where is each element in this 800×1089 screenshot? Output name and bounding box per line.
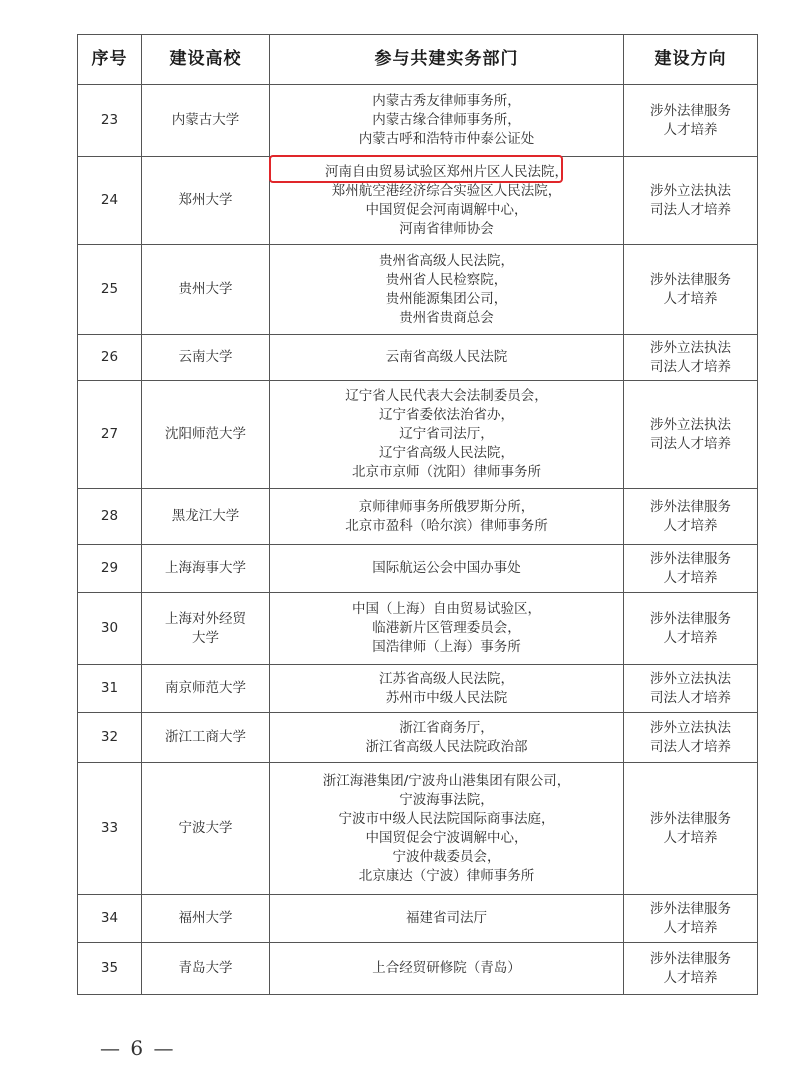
direction-line: 人才培养	[663, 517, 718, 534]
cell-departments	[270, 381, 624, 489]
department-line: 贵州能源集团公司，	[385, 290, 508, 307]
cell-school	[142, 665, 270, 713]
table-row	[78, 895, 758, 943]
school-name-line: 云南大学	[178, 349, 233, 365]
cell-departments	[270, 335, 624, 381]
cell-no: 28	[78, 489, 142, 545]
cell-school	[142, 157, 270, 245]
table-row	[78, 763, 758, 895]
cell-departments	[270, 593, 624, 665]
cell-departments	[270, 245, 624, 335]
table-row	[78, 943, 758, 995]
department-line: 福建省司法厅	[406, 910, 487, 926]
school-name-line: 福州大学	[178, 910, 233, 926]
direction-line: 司法人才培养	[650, 358, 731, 375]
direction-line: 涉外法律服务	[650, 271, 731, 288]
header-direction: 建设方向	[624, 35, 758, 85]
department-line: 中国（上海）自由贸易试验区，	[352, 601, 541, 617]
table-row	[78, 489, 758, 545]
cell-no: 35	[78, 943, 142, 995]
cell-departments	[270, 665, 624, 713]
table-row	[78, 713, 758, 763]
department-line: 辽宁省高级人民法院，	[379, 445, 514, 461]
department-line: 浙江海港集团/宁波舟山港集团有限公司，	[322, 772, 571, 789]
cell-direction	[624, 545, 758, 593]
direction-line: 人才培养	[663, 629, 718, 646]
cell-no: 30	[78, 593, 142, 665]
school-name-line: 宁波大学	[178, 820, 233, 836]
cell-departments	[270, 489, 624, 545]
direction-line: 涉外立法执法	[650, 719, 731, 736]
direction-line: 人才培养	[663, 829, 718, 846]
department-line: 宁波市中级人民法院国际商事法庭，	[338, 810, 555, 827]
direction-line: 涉外法律服务	[650, 900, 731, 917]
page-number: — 6 —	[100, 1036, 176, 1060]
cell-departments	[270, 713, 624, 763]
table-row	[78, 335, 758, 381]
table-row	[78, 381, 758, 489]
cell-direction	[624, 895, 758, 943]
cell-departments	[270, 895, 624, 943]
direction-line: 人才培养	[663, 919, 718, 936]
cell-direction	[624, 157, 758, 245]
cell-no: 25	[78, 245, 142, 335]
direction-line: 人才培养	[663, 290, 718, 307]
cell-no: 29	[78, 545, 142, 593]
cell-school	[142, 489, 270, 545]
school-name-line: 青岛大学	[178, 960, 233, 976]
cell-direction	[624, 943, 758, 995]
cell-no: 32	[78, 713, 142, 763]
department-line: 国浩律师（上海）事务所	[372, 639, 521, 655]
school-name-line: 黑龙江大学	[171, 508, 240, 524]
cell-departments	[270, 763, 624, 895]
direction-line: 涉外法律服务	[650, 498, 731, 515]
department-line: 云南省高级人民法院	[385, 349, 508, 365]
cell-direction	[624, 335, 758, 381]
department-line: 江苏省高级人民法院，	[379, 670, 514, 687]
direction-line: 涉外立法执法	[650, 182, 731, 199]
cell-no: 23	[78, 85, 142, 157]
school-name-line: 浙江工商大学	[165, 729, 246, 745]
cell-direction	[624, 713, 758, 763]
direction-line: 涉外法律服务	[650, 550, 731, 567]
cell-direction	[624, 245, 758, 335]
cell-direction	[624, 763, 758, 895]
cell-school	[142, 713, 270, 763]
header-no: 序号	[78, 35, 142, 85]
department-line: 宁波海事法院，	[399, 791, 494, 808]
department-line: 辽宁省司法厅，	[399, 426, 494, 442]
direction-line: 涉外立法执法	[650, 416, 731, 433]
direction-line: 人才培养	[663, 569, 718, 586]
department-line: 郑州航空港经济综合实验区人民法院，	[331, 182, 562, 199]
cell-no: 27	[78, 381, 142, 489]
department-line: 河南自由贸易试验区郑州片区人民法院，	[325, 163, 568, 180]
department-line: 中国贸促会宁波调解中心，	[365, 829, 528, 846]
cell-departments	[270, 85, 624, 157]
direction-line: 涉外立法执法	[650, 670, 731, 687]
direction-line: 涉外法律服务	[650, 610, 731, 627]
cell-no: 26	[78, 335, 142, 381]
department-line: 辽宁省委依法治省办，	[379, 407, 514, 423]
direction-line: 司法人才培养	[650, 201, 731, 218]
department-line: 浙江省高级人民法院政治部	[365, 738, 528, 755]
department-line: 北京市京师（沈阳）律师事务所	[352, 464, 541, 480]
header-dept: 参与共建实务部门	[270, 35, 624, 85]
school-name-line: 贵州大学	[178, 281, 233, 297]
direction-line: 涉外法律服务	[650, 950, 731, 967]
cell-direction	[624, 85, 758, 157]
table-row	[78, 545, 758, 593]
department-line: 中国贸促会河南调解中心，	[365, 201, 528, 218]
cell-direction	[624, 665, 758, 713]
cell-no: 31	[78, 665, 142, 713]
direction-line: 涉外立法执法	[650, 339, 731, 356]
department-line: 浙江省商务厅，	[399, 719, 494, 736]
department-line: 内蒙古缘合律师事务所，	[372, 112, 521, 128]
department-line: 北京市盈科（哈尔滨）律师事务所	[345, 517, 548, 534]
table-row	[78, 593, 758, 665]
cell-school	[142, 763, 270, 895]
school-name-line: 内蒙古大学	[171, 112, 240, 128]
table-row	[78, 665, 758, 713]
school-name-line: 大学	[192, 629, 219, 646]
direction-line: 司法人才培养	[650, 435, 731, 452]
cell-departments	[270, 943, 624, 995]
table-row	[78, 157, 758, 245]
cell-school	[142, 545, 270, 593]
cell-school	[142, 245, 270, 335]
direction-line: 人才培养	[663, 969, 718, 986]
department-line: 临港新片区管理委员会，	[372, 620, 521, 636]
cell-school	[142, 381, 270, 489]
header-school: 建设高校	[142, 35, 270, 85]
school-name-line: 沈阳师范大学	[165, 426, 246, 442]
department-line: 内蒙古呼和浩特市仲泰公证处	[358, 131, 535, 147]
university-table	[77, 34, 758, 995]
department-line: 宁波仲裁委员会，	[392, 848, 501, 865]
cell-no: 33	[78, 763, 142, 895]
department-line: 贵州省高级人民法院，	[379, 252, 514, 269]
cell-departments	[270, 157, 624, 245]
cell-school	[142, 895, 270, 943]
school-name-line: 南京师范大学	[165, 680, 246, 696]
cell-school	[142, 85, 270, 157]
direction-line: 司法人才培养	[650, 689, 731, 706]
cell-no: 24	[78, 157, 142, 245]
department-line: 辽宁省人民代表大会法制委员会，	[345, 388, 548, 404]
direction-line: 司法人才培养	[650, 738, 731, 755]
department-line: 河南省律师协会	[399, 220, 494, 237]
department-line: 京师律师事务所俄罗斯分所，	[358, 498, 535, 515]
cell-school	[142, 943, 270, 995]
table-row	[78, 85, 758, 157]
school-name-line: 上海对外经贸	[165, 610, 246, 627]
table-header-row	[78, 35, 758, 85]
cell-direction	[624, 489, 758, 545]
department-line: 北京康达（宁波）律师事务所	[358, 867, 535, 884]
cell-direction	[624, 381, 758, 489]
department-line: 苏州市中级人民法院	[385, 689, 508, 706]
school-name-line: 上海海事大学	[165, 560, 246, 576]
table-row	[78, 245, 758, 335]
department-line: 国际航运公会中国办事处	[372, 560, 521, 576]
direction-line: 涉外法律服务	[650, 102, 731, 119]
cell-direction	[624, 593, 758, 665]
department-line: 内蒙古秀友律师事务所，	[372, 93, 521, 109]
cell-school	[142, 593, 270, 665]
department-line: 贵州省人民检察院，	[385, 271, 508, 288]
direction-line: 涉外法律服务	[650, 810, 731, 827]
department-line: 上合经贸研修院（青岛）	[372, 960, 521, 976]
department-line: 贵州省贵商总会	[399, 309, 494, 326]
cell-no: 34	[78, 895, 142, 943]
school-name-line: 郑州大学	[178, 192, 233, 208]
cell-school	[142, 335, 270, 381]
cell-departments	[270, 545, 624, 593]
direction-line: 人才培养	[663, 121, 718, 138]
